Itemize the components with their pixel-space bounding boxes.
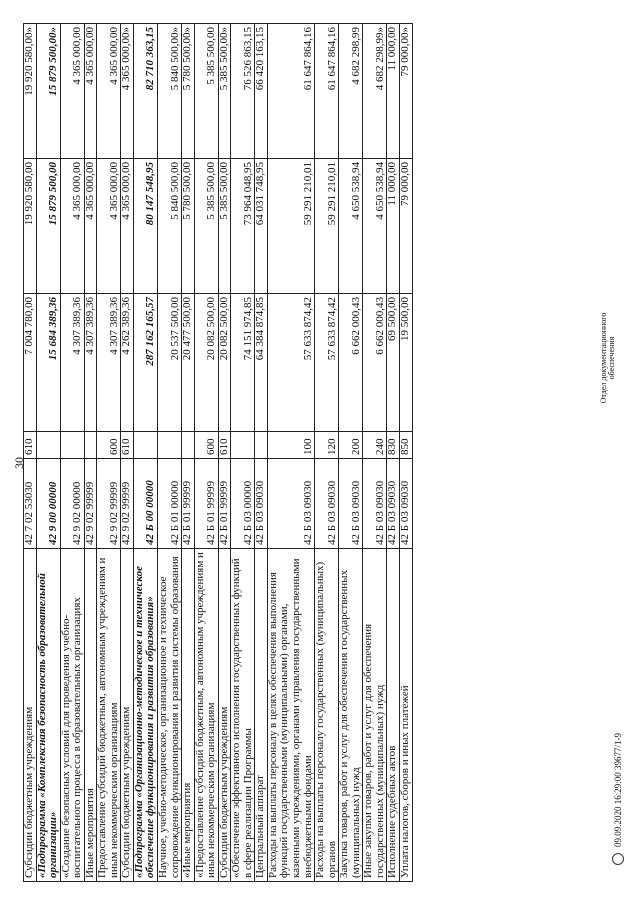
row-kind: 100 xyxy=(267,432,314,459)
row-kind: 850 xyxy=(399,432,412,459)
row-name: «Подпрограмма «Организационно-методическое и техническое обеспечение функционирования и развития образования» xyxy=(133,549,157,882)
row-kind xyxy=(158,432,182,459)
row-amount-3: 5 780 500,00» xyxy=(182,24,195,159)
row-amount-3: 5 840 500,00» xyxy=(158,24,182,159)
row-amount-3: 66 420 163,15 xyxy=(255,24,268,159)
row-amount-2: 4 365 000,00 xyxy=(121,159,134,294)
row-name: «Подпрограмма «Комплексная безопасность образовательной организации» xyxy=(36,549,60,882)
row-amount-1: 6 662 000,43 xyxy=(363,294,387,432)
table-row xyxy=(36,24,60,882)
row-amount-3: 4 365 000,00 xyxy=(97,24,121,159)
row-amount-3: 5 385 500,00» xyxy=(218,24,231,159)
row-amount-3: 61 647 864,16 xyxy=(267,24,314,159)
row-amount-2: 73 964 048,95 xyxy=(231,159,255,294)
table-row xyxy=(121,24,134,882)
row-amount-2: 80 147 548,95 xyxy=(133,159,157,294)
row-name: Расходы на выплаты персоналу государственных (муниципальных) органов xyxy=(315,549,339,882)
row-amount-2: 4 650 538,94 xyxy=(339,159,363,294)
table-row xyxy=(255,24,268,882)
row-name: Предоставление субсидий бюджетным, автономным учреждениям и иным некоммерческим организациям xyxy=(97,549,121,882)
table-row xyxy=(399,24,412,882)
row-code: 42 Б 01 99999 xyxy=(182,459,195,549)
row-code: 42 Б 03 09030 xyxy=(255,459,268,549)
row-name: Закупка товаров, работ и услуг для обеспечения государственных (муниципальных) нужд xyxy=(339,549,363,882)
row-name: «Создание безопасных условий для проведения учебно-воспитательного процесса в образовательных организациях xyxy=(60,549,84,882)
row-amount-1: 20 082 500,00 xyxy=(218,294,231,432)
row-kind xyxy=(36,432,60,459)
row-name: Иные закупки товаров, работ и услуг для обеспечения государственных (муниципальных) нужд xyxy=(363,549,387,882)
row-amount-1: 4 307 389,36 xyxy=(97,294,121,432)
row-code: 42 Б 03 09030 xyxy=(339,459,363,549)
row-amount-1: 19 500,00 xyxy=(399,294,412,432)
row-amount-2: 4 365 000,00 xyxy=(60,159,84,294)
footer-department: Отдел документационного обеспечения xyxy=(599,312,617,404)
row-amount-1: 287 162 165,57 xyxy=(133,294,157,432)
row-kind: 610 xyxy=(24,432,37,459)
row-name: Уплата налогов, сборов и иных платежей xyxy=(399,549,412,882)
row-code: 42 Б 01 99999 xyxy=(194,459,218,549)
row-amount-2: 5 385 500,00 xyxy=(194,159,218,294)
row-amount-1: 20 082 500,00 xyxy=(194,294,218,432)
row-kind: 610 xyxy=(218,432,231,459)
row-amount-1: 57 633 874,42 xyxy=(267,294,314,432)
row-code: 42 Б 03 00000 xyxy=(231,459,255,549)
row-name: «Предоставление субсидий бюджетным, автономным учреждениям и иным некоммерческим организациям xyxy=(194,549,218,882)
row-kind xyxy=(133,432,157,459)
row-amount-1: 57 633 874,42 xyxy=(315,294,339,432)
row-name: Расходы на выплаты персоналу в целях обеспечения выполнения функций государственными (муниципальными) органами, казенными учреждениями, органами управления государственными внебюджетными фондами xyxy=(267,549,314,882)
row-code: 42 Б 03 09030 xyxy=(315,459,339,549)
row-amount-3: 11 000,00 xyxy=(387,24,400,159)
row-name: Научное, учебно-методическое, организационное и техническое сопровождение функционирования и развития системы образования xyxy=(158,549,182,882)
row-kind: 600 xyxy=(194,432,218,459)
row-amount-3: 4 365 000,00 xyxy=(60,24,84,159)
row-amount-2: 4 365 000,00 xyxy=(84,159,97,294)
row-amount-1: 15 684 389,36 xyxy=(36,294,60,432)
row-code: 42 Б 03 09030 xyxy=(267,459,314,549)
row-amount-1: 4 307 389,36 xyxy=(84,294,97,432)
row-amount-3: 15 879 500,00» xyxy=(36,24,60,159)
table-row xyxy=(24,24,37,882)
row-kind: 830 xyxy=(387,432,400,459)
row-amount-3: 82 710 363,15 xyxy=(133,24,157,159)
budget-table xyxy=(23,23,413,882)
table-row xyxy=(97,24,121,882)
row-code: 42 Б 01 99999 xyxy=(218,459,231,549)
row-amount-2: 5 385 500,00 xyxy=(218,159,231,294)
row-kind: 240 xyxy=(363,432,387,459)
row-code: 42 Б 03 09030 xyxy=(399,459,412,549)
row-code: 42 9 02 99999 xyxy=(97,459,121,549)
table-row xyxy=(182,24,195,882)
row-amount-2: 4 650 538,94 xyxy=(363,159,387,294)
row-amount-2: 64 031 748,95 xyxy=(255,159,268,294)
row-amount-3: 4 682 298,99 xyxy=(339,24,363,159)
row-name: Субсидии бюджетным учреждениям xyxy=(121,549,134,882)
row-name: «Обеспечение эффективного исполнения государственных функций в сфере реализации Программы xyxy=(231,549,255,882)
row-amount-1: 74 151 974,85 xyxy=(231,294,255,432)
row-code: 42 Б 00 00000 xyxy=(133,459,157,549)
row-code: 42 7 02 53030 xyxy=(24,459,37,549)
page-number: 30 xyxy=(12,457,26,469)
table-row xyxy=(267,24,314,882)
row-amount-2: 79 000,00 xyxy=(399,159,412,294)
row-amount-2: 59 291 210,01 xyxy=(315,159,339,294)
row-kind: 200 xyxy=(339,432,363,459)
row-amount-3: 76 526 863,15 xyxy=(231,24,255,159)
row-amount-1: 6 662 000,43 xyxy=(339,294,363,432)
row-amount-2: 15 879 500,00 xyxy=(36,159,60,294)
row-amount-1: 64 384 874,85 xyxy=(255,294,268,432)
row-amount-3: 61 647 864,16 xyxy=(315,24,339,159)
table-row xyxy=(133,24,157,882)
row-amount-1: 69 500,00 xyxy=(387,294,400,432)
row-amount-3: 4 365 000,00» xyxy=(121,24,134,159)
footer-stamp xyxy=(612,733,624,865)
row-name: Субсидии бюджетным учреждениям xyxy=(24,549,37,882)
table-row xyxy=(158,24,182,882)
row-amount-2: 5 840 500,00 xyxy=(158,159,182,294)
table-row xyxy=(60,24,84,882)
row-kind xyxy=(255,432,268,459)
row-amount-1: 4 262 389,36 xyxy=(121,294,134,432)
row-amount-1: 4 307 389,36 xyxy=(60,294,84,432)
row-code: 42 Б 03 09030 xyxy=(387,459,400,549)
row-amount-3: 79 000,00» xyxy=(399,24,412,159)
table-row xyxy=(84,24,97,882)
row-amount-1: 20 537 500,00 xyxy=(158,294,182,432)
table-row xyxy=(363,24,387,882)
row-code: 42 Б 01 00000 xyxy=(158,459,182,549)
table-row xyxy=(231,24,255,882)
row-kind: 120 xyxy=(315,432,339,459)
row-name: Исполнение судебных актов xyxy=(387,549,400,882)
row-code: 42 Б 03 09030 xyxy=(363,459,387,549)
row-code: 42 9 02 99999 xyxy=(84,459,97,549)
row-code: 42 9 00 00000 xyxy=(36,459,60,549)
row-kind: 610 xyxy=(121,432,134,459)
row-kind: 600 xyxy=(97,432,121,459)
row-amount-3: 5 385 500,00 xyxy=(194,24,218,159)
table-row xyxy=(194,24,218,882)
row-kind xyxy=(231,432,255,459)
row-amount-3: 4 365 000,00 xyxy=(84,24,97,159)
row-kind xyxy=(60,432,84,459)
table-row xyxy=(387,24,400,882)
seal-icon xyxy=(612,853,624,865)
row-amount-1: 7 004 780,00 xyxy=(24,294,37,432)
row-name: Иные мероприятия xyxy=(84,549,97,882)
table-row xyxy=(218,24,231,882)
row-amount-2: 4 365 000,00 xyxy=(97,159,121,294)
footer-timestamp: 09.09.2020 16:29:00 39677/1-9 xyxy=(613,733,623,847)
row-code: 42 9 02 99999 xyxy=(121,459,134,549)
table-row xyxy=(339,24,363,882)
row-code: 42 9 02 00000 xyxy=(60,459,84,549)
row-name: Субсидии бюджетным учреждениям xyxy=(218,549,231,882)
table-row xyxy=(315,24,339,882)
row-amount-2: 5 780 500,00 xyxy=(182,159,195,294)
row-kind xyxy=(84,432,97,459)
row-amount-1: 20 477 500,00 xyxy=(182,294,195,432)
row-amount-2: 19 920 580,00 xyxy=(24,159,37,294)
row-name: Центральный аппарат xyxy=(255,549,268,882)
row-amount-2: 11 000,00 xyxy=(387,159,400,294)
row-amount-3: 19 920 580,00» xyxy=(24,24,37,159)
row-name: «Иные мероприятия xyxy=(182,549,195,882)
row-amount-3: 4 682 298,99» xyxy=(363,24,387,159)
row-amount-2: 59 291 210,01 xyxy=(267,159,314,294)
row-kind xyxy=(182,432,195,459)
